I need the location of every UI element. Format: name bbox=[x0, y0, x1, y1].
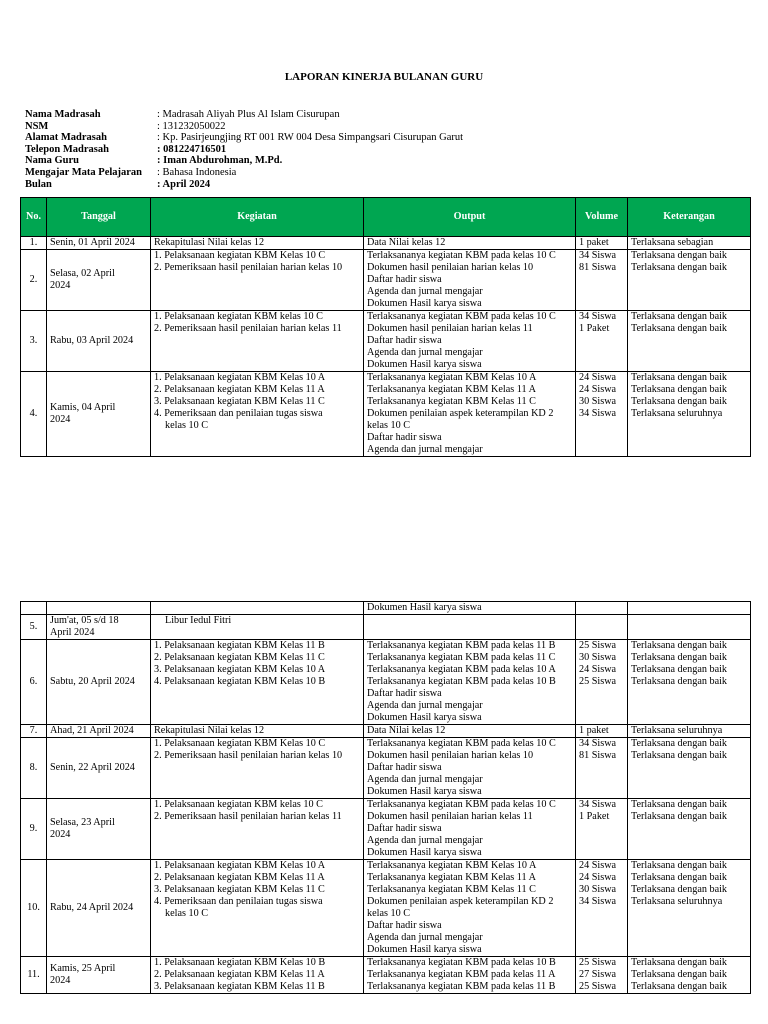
cell-keterangan-line: Terlaksana dengan baik bbox=[631, 323, 728, 334]
cell-volume bbox=[576, 799, 628, 860]
cell-volume-line: 25 Siswa bbox=[579, 981, 617, 992]
cell-volume-line: 25 Siswa bbox=[579, 676, 617, 687]
cell-volume-line: 24 Siswa bbox=[579, 872, 617, 883]
cell-tanggal bbox=[47, 615, 151, 640]
info-row bbox=[25, 179, 463, 191]
cell-volume bbox=[576, 860, 628, 957]
table-row bbox=[21, 799, 751, 860]
cell-output bbox=[364, 372, 576, 457]
cell-keterangan-line: Terlaksana dengan baik bbox=[631, 872, 728, 883]
cell-volume-line: 1 paket bbox=[579, 725, 609, 736]
cell-tanggal bbox=[47, 738, 151, 799]
cell-output-line: Daftar hadir siswa bbox=[367, 920, 442, 931]
cell-kegiatan-line: kelas 10 C bbox=[165, 908, 209, 919]
cell-output-line: kelas 10 C bbox=[367, 908, 411, 919]
cell-tanggal bbox=[47, 372, 151, 457]
cell-output-line: Data Nilai kelas 12 bbox=[367, 237, 446, 248]
info-label: Alamat Madrasah bbox=[25, 132, 107, 144]
cell-no-text: 11. bbox=[27, 969, 40, 980]
cell-kegiatan bbox=[151, 602, 364, 615]
cell-output-line: Terlaksananya kegiatan KBM Kelas 11 A bbox=[367, 384, 536, 395]
cell-output-line: Dokumen Hasil karya siswa bbox=[367, 359, 482, 370]
cell-keterangan-line: Terlaksana dengan baik bbox=[631, 969, 728, 980]
cell-no bbox=[21, 799, 47, 860]
table-row bbox=[21, 957, 751, 994]
cell-output bbox=[364, 860, 576, 957]
cell-tanggal bbox=[47, 640, 151, 725]
cell-output-line: Dokumen hasil penilaian harian kelas 10 bbox=[367, 750, 534, 761]
cell-no bbox=[21, 602, 47, 615]
cell-kegiatan-line: Rekapitulasi Nilai kelas 12 bbox=[154, 725, 265, 736]
cell-volume-line: 30 Siswa bbox=[579, 652, 617, 663]
cell-tanggal-line: 2024 bbox=[50, 975, 71, 986]
cell-no bbox=[21, 615, 47, 640]
table-row bbox=[21, 311, 751, 372]
cell-output-line: Agenda dan jurnal mengajar bbox=[367, 835, 483, 846]
cell-keterangan bbox=[628, 957, 751, 994]
cell-kegiatan-line: 1. Pelaksanaan kegiatan KBM Kelas 10 A bbox=[154, 860, 326, 871]
cell-tanggal bbox=[47, 602, 151, 615]
cell-kegiatan-line: 1. Pelaksanaan kegiatan KBM Kelas 10 A bbox=[154, 372, 326, 383]
cell-kegiatan-line: 3. Pelaksanaan kegiatan KBM Kelas 11 B bbox=[154, 981, 325, 992]
cell-keterangan bbox=[628, 602, 751, 615]
cell-kegiatan bbox=[151, 615, 364, 640]
cell-keterangan-line: Terlaksana dengan baik bbox=[631, 652, 728, 663]
cell-kegiatan bbox=[151, 237, 364, 250]
cell-no-text: 6. bbox=[29, 676, 38, 687]
table-row bbox=[21, 602, 751, 615]
cell-tanggal-line: Senin, 22 April 2024 bbox=[50, 762, 135, 773]
cell-output-line: Daftar hadir siswa bbox=[367, 823, 442, 834]
cell-output-line: Terlaksananya kegiatan KBM pada kelas 10 C bbox=[367, 250, 556, 261]
cell-volume-line: 24 Siswa bbox=[579, 664, 617, 675]
info-value: : 081224716501 bbox=[157, 143, 227, 155]
cell-tanggal-line: April 2024 bbox=[50, 627, 95, 638]
cell-tanggal-line: Sabtu, 20 April 2024 bbox=[50, 676, 135, 687]
cell-volume-line: 34 Siswa bbox=[579, 738, 617, 749]
cell-output-line: Daftar hadir siswa bbox=[367, 274, 442, 285]
cell-output bbox=[364, 250, 576, 311]
cell-kegiatan-line: 2. Pemeriksaan hasil penilaian harian kelas 10 bbox=[154, 750, 343, 761]
info-row bbox=[25, 155, 463, 167]
header-output: Output bbox=[364, 198, 576, 237]
cell-kegiatan-line: 3. Pelaksanaan kegiatan KBM Kelas 11 C bbox=[154, 884, 325, 895]
cell-tanggal bbox=[47, 725, 151, 738]
cell-kegiatan-line: 2. Pelaksanaan kegiatan KBM Kelas 11 A bbox=[154, 384, 325, 395]
cell-output-line: Terlaksananya kegiatan KBM Kelas 11 C bbox=[367, 396, 536, 407]
cell-kegiatan-line: 3. Pelaksanaan kegiatan KBM Kelas 11 C bbox=[154, 396, 325, 407]
cell-volume bbox=[576, 237, 628, 250]
cell-keterangan-line: Terlaksana dengan baik bbox=[631, 311, 728, 322]
cell-no-text: 10. bbox=[27, 902, 40, 913]
cell-output-line: Dokumen penilaian aspek keterampilan KD 2 bbox=[367, 896, 554, 907]
cell-keterangan bbox=[628, 738, 751, 799]
cell-output-line: Terlaksananya kegiatan KBM pada kelas 10 B bbox=[367, 676, 556, 687]
table-row bbox=[21, 615, 751, 640]
cell-keterangan-line: Terlaksana seluruhnya bbox=[631, 896, 723, 907]
cell-kegiatan-line: 2. Pemeriksaan hasil penilaian harian kelas 11 bbox=[154, 323, 342, 334]
cell-volume-line: 1 Paket bbox=[579, 811, 610, 822]
header-no: No. bbox=[21, 198, 47, 237]
cell-output-line: Agenda dan jurnal mengajar bbox=[367, 286, 483, 297]
cell-kegiatan-line: 2. Pelaksanaan kegiatan KBM Kelas 11 C bbox=[154, 652, 325, 663]
cell-keterangan-line: Terlaksana dengan baik bbox=[631, 884, 728, 895]
info-row bbox=[25, 121, 463, 133]
info-row bbox=[25, 167, 463, 179]
info-value: : Bahasa Indonesia bbox=[157, 166, 237, 178]
cell-output-line: Dokumen Hasil karya siswa bbox=[367, 944, 482, 955]
cell-output-line: Dokumen hasil penilaian harian kelas 10 bbox=[367, 262, 534, 273]
cell-volume-line: 27 Siswa bbox=[579, 969, 617, 980]
cell-tanggal-line: Rabu, 24 April 2024 bbox=[50, 902, 134, 913]
cell-kegiatan-line: 4. Pemeriksaan dan penilaian tugas siswa bbox=[154, 408, 323, 419]
info-value: : Iman Abdurohman, M.Pd. bbox=[157, 155, 283, 167]
cell-keterangan-line: Terlaksana sebagian bbox=[631, 237, 714, 248]
cell-tanggal bbox=[47, 860, 151, 957]
info-label: Mengajar Mata Pelajaran bbox=[25, 166, 143, 178]
cell-keterangan-line: Terlaksana dengan baik bbox=[631, 811, 728, 822]
cell-kegiatan bbox=[151, 640, 364, 725]
cell-no-text: 5. bbox=[29, 621, 38, 632]
table-row bbox=[21, 860, 751, 957]
info-row bbox=[25, 144, 463, 156]
cell-output-line: kelas 10 C bbox=[367, 420, 411, 431]
cell-tanggal-line: Selasa, 02 April bbox=[50, 268, 115, 279]
cell-keterangan bbox=[628, 237, 751, 250]
cell-keterangan-line: Terlaksana seluruhnya bbox=[631, 408, 723, 419]
cell-keterangan-line: Terlaksana dengan baik bbox=[631, 981, 728, 992]
cell-output-line: Daftar hadir siswa bbox=[367, 762, 442, 773]
cell-output bbox=[364, 237, 576, 250]
cell-output-line: Terlaksananya kegiatan KBM pada kelas 11 A bbox=[367, 969, 556, 980]
activity-table-page2 bbox=[20, 601, 751, 994]
cell-no-text: 7. bbox=[29, 725, 38, 736]
cell-output-line: Dokumen penilaian aspek keterampilan KD 2 bbox=[367, 408, 554, 419]
cell-keterangan-line: Terlaksana dengan baik bbox=[631, 750, 728, 761]
info-label: Nama Guru bbox=[25, 155, 79, 167]
cell-output-line: Terlaksananya kegiatan KBM pada kelas 10 C bbox=[367, 799, 556, 810]
info-value: : April 2024 bbox=[157, 178, 211, 190]
cell-keterangan-line: Terlaksana dengan baik bbox=[631, 860, 728, 871]
cell-no-text: 8. bbox=[29, 762, 38, 773]
header-volume: Volume bbox=[576, 198, 628, 237]
info-label: Nama Madrasah bbox=[25, 109, 101, 120]
cell-keterangan-line: Terlaksana dengan baik bbox=[631, 250, 728, 261]
cell-no-text: 1. bbox=[29, 237, 38, 248]
table-row bbox=[21, 372, 751, 457]
cell-volume bbox=[576, 615, 628, 640]
cell-volume-line: 24 Siswa bbox=[579, 860, 617, 871]
cell-tanggal-line: Ahad, 21 April 2024 bbox=[50, 725, 134, 736]
cell-kegiatan bbox=[151, 860, 364, 957]
cell-output bbox=[364, 640, 576, 725]
cell-output-line: Daftar hadir siswa bbox=[367, 335, 442, 346]
cell-volume-line: 1 paket bbox=[579, 237, 609, 248]
cell-kegiatan-line: 1. Pelaksanaan kegiatan KBM Kelas 11 B bbox=[154, 640, 325, 651]
cell-kegiatan-line: 2. Pemeriksaan hasil penilaian harian kelas 11 bbox=[154, 811, 342, 822]
cell-tanggal-line: Rabu, 03 April 2024 bbox=[50, 335, 134, 346]
cell-kegiatan-line: 1. Pelaksanaan kegiatan KBM Kelas 10 C bbox=[154, 250, 326, 261]
cell-output-line: Terlaksananya kegiatan KBM Kelas 11 C bbox=[367, 884, 536, 895]
cell-volume bbox=[576, 372, 628, 457]
cell-kegiatan bbox=[151, 311, 364, 372]
cell-kegiatan-line: 2. Pelaksanaan kegiatan KBM Kelas 11 A bbox=[154, 872, 325, 883]
cell-tanggal bbox=[47, 311, 151, 372]
cell-keterangan-line: Terlaksana dengan baik bbox=[631, 957, 728, 968]
cell-output bbox=[364, 725, 576, 738]
cell-tanggal-line: Kamis, 04 April bbox=[50, 402, 116, 413]
cell-no bbox=[21, 237, 47, 250]
cell-keterangan bbox=[628, 311, 751, 372]
cell-kegiatan-line: 2. Pelaksanaan kegiatan KBM Kelas 11 A bbox=[154, 969, 325, 980]
cell-volume bbox=[576, 738, 628, 799]
cell-tanggal-line: Jum'at, 05 s/d 18 bbox=[50, 615, 119, 626]
info-label: Telepon Madrasah bbox=[25, 143, 109, 155]
cell-output-line: Agenda dan jurnal mengajar bbox=[367, 774, 483, 785]
cell-keterangan-line: Terlaksana dengan baik bbox=[631, 664, 728, 675]
info-value: : Madrasah Aliyah Plus Al Islam Cisurupan bbox=[157, 109, 340, 120]
table-row bbox=[21, 640, 751, 725]
cell-output-line: Terlaksananya kegiatan KBM pada kelas 10 C bbox=[367, 738, 556, 749]
cell-volume-line: 34 Siswa bbox=[579, 311, 617, 322]
info-label: NSM bbox=[25, 120, 49, 132]
cell-no bbox=[21, 311, 47, 372]
info-row bbox=[25, 132, 463, 144]
cell-output bbox=[364, 615, 576, 640]
cell-tanggal bbox=[47, 957, 151, 994]
cell-keterangan-line: Terlaksana dengan baik bbox=[631, 372, 728, 383]
table-header-row bbox=[21, 198, 751, 237]
cell-output-line: Terlaksananya kegiatan KBM Kelas 10 A bbox=[367, 860, 537, 871]
cell-output bbox=[364, 602, 576, 615]
cell-volume-line: 24 Siswa bbox=[579, 372, 617, 383]
cell-output-line: Dokumen hasil penilaian harian kelas 11 bbox=[367, 811, 533, 822]
cell-tanggal-line: 2024 bbox=[50, 829, 71, 840]
cell-kegiatan-line: kelas 10 C bbox=[165, 420, 209, 431]
cell-volume bbox=[576, 725, 628, 738]
cell-keterangan bbox=[628, 860, 751, 957]
cell-kegiatan-line: 2. Pemeriksaan hasil penilaian harian kelas 10 bbox=[154, 262, 343, 273]
cell-tanggal bbox=[47, 250, 151, 311]
cell-volume-line: 25 Siswa bbox=[579, 957, 617, 968]
cell-output bbox=[364, 957, 576, 994]
cell-output-line: Terlaksananya kegiatan KBM pada kelas 10 A bbox=[367, 664, 556, 675]
cell-volume bbox=[576, 311, 628, 372]
cell-output-line: Dokumen Hasil karya siswa bbox=[367, 847, 482, 858]
cell-keterangan-line: Terlaksana dengan baik bbox=[631, 676, 728, 687]
cell-volume-line: 1 Paket bbox=[579, 323, 610, 334]
cell-kegiatan-line: Libur Iedul Fitri bbox=[165, 615, 232, 626]
cell-no bbox=[21, 738, 47, 799]
table-row bbox=[21, 250, 751, 311]
cell-tanggal-line: 2024 bbox=[50, 280, 71, 291]
cell-volume-line: 34 Siswa bbox=[579, 408, 617, 419]
header-tanggal: Tanggal bbox=[47, 198, 151, 237]
info-row bbox=[25, 109, 463, 121]
cell-volume-line: 24 Siswa bbox=[579, 384, 617, 395]
cell-output-line: Daftar hadir siswa bbox=[367, 432, 442, 443]
cell-tanggal-line: 2024 bbox=[50, 414, 71, 425]
table-row bbox=[21, 725, 751, 738]
cell-volume bbox=[576, 250, 628, 311]
cell-keterangan bbox=[628, 615, 751, 640]
activity-table-page1 bbox=[20, 197, 751, 457]
cell-volume-line: 81 Siswa bbox=[579, 262, 617, 273]
cell-kegiatan-line: 1. Pelaksanaan kegiatan KBM kelas 10 C bbox=[154, 799, 323, 810]
cell-output-line: Agenda dan jurnal mengajar bbox=[367, 700, 483, 711]
cell-keterangan bbox=[628, 372, 751, 457]
cell-kegiatan bbox=[151, 372, 364, 457]
cell-keterangan bbox=[628, 725, 751, 738]
table-row bbox=[21, 738, 751, 799]
cell-output-line: Dokumen Hasil karya siswa bbox=[367, 298, 482, 309]
cell-no-text: 2. bbox=[29, 274, 38, 285]
cell-tanggal bbox=[47, 799, 151, 860]
cell-output bbox=[364, 311, 576, 372]
cell-output-line: Dokumen Hasil karya siswa bbox=[367, 602, 482, 613]
cell-output bbox=[364, 799, 576, 860]
report-title: LAPORAN KINERJA BULANAN GURU bbox=[284, 71, 484, 83]
cell-kegiatan bbox=[151, 250, 364, 311]
cell-keterangan-line: Terlaksana dengan baik bbox=[631, 262, 728, 273]
cell-no-text: 4. bbox=[29, 408, 38, 419]
cell-output-line: Terlaksananya kegiatan KBM pada kelas 10 C bbox=[367, 311, 556, 322]
cell-output-line: Data Nilai kelas 12 bbox=[367, 725, 446, 736]
report-info bbox=[25, 109, 463, 190]
info-value: : 131232050022 bbox=[157, 120, 226, 132]
cell-volume-line: 25 Siswa bbox=[579, 640, 617, 651]
cell-output-line: Agenda dan jurnal mengajar bbox=[367, 932, 483, 943]
cell-output-line: Terlaksananya kegiatan KBM Kelas 10 A bbox=[367, 372, 537, 383]
cell-tanggal-line: Selasa, 23 April bbox=[50, 817, 115, 828]
cell-no bbox=[21, 725, 47, 738]
cell-output-line: Dokumen hasil penilaian harian kelas 11 bbox=[367, 323, 533, 334]
cell-kegiatan-line: 1. Pelaksanaan kegiatan KBM kelas 10 C bbox=[154, 311, 323, 322]
cell-no bbox=[21, 372, 47, 457]
cell-kegiatan-line: Rekapitulasi Nilai kelas 12 bbox=[154, 237, 265, 248]
cell-no bbox=[21, 860, 47, 957]
cell-volume-line: 34 Siswa bbox=[579, 896, 617, 907]
cell-tanggal-line: Senin, 01 April 2024 bbox=[50, 237, 135, 248]
cell-keterangan-line: Terlaksana seluruhnya bbox=[631, 725, 723, 736]
cell-output-line: Agenda dan jurnal mengajar bbox=[367, 444, 483, 455]
table-row bbox=[21, 237, 751, 250]
cell-output-line: Dokumen Hasil karya siswa bbox=[367, 786, 482, 797]
cell-no bbox=[21, 640, 47, 725]
cell-kegiatan-line: 1. Pelaksanaan kegiatan KBM Kelas 10 C bbox=[154, 738, 326, 749]
cell-output-line: Agenda dan jurnal mengajar bbox=[367, 347, 483, 358]
cell-output-line: Terlaksananya kegiatan KBM pada kelas 11 C bbox=[367, 652, 556, 663]
cell-no bbox=[21, 250, 47, 311]
cell-tanggal-line: Kamis, 25 April bbox=[50, 963, 116, 974]
cell-no-text: 3. bbox=[29, 335, 38, 346]
cell-volume-line: 30 Siswa bbox=[579, 396, 617, 407]
info-label: Bulan bbox=[25, 178, 52, 190]
cell-kegiatan-line: 1. Pelaksanaan kegiatan KBM Kelas 10 B bbox=[154, 957, 326, 968]
cell-kegiatan bbox=[151, 957, 364, 994]
cell-kegiatan bbox=[151, 725, 364, 738]
cell-output-line: Terlaksananya kegiatan KBM pada kelas 10 B bbox=[367, 957, 556, 968]
cell-keterangan-line: Terlaksana dengan baik bbox=[631, 799, 728, 810]
cell-volume-line: 34 Siswa bbox=[579, 250, 617, 261]
cell-volume bbox=[576, 602, 628, 615]
cell-output bbox=[364, 738, 576, 799]
cell-output-line: Terlaksananya kegiatan KBM pada kelas 11 B bbox=[367, 640, 556, 651]
cell-kegiatan bbox=[151, 738, 364, 799]
cell-keterangan bbox=[628, 640, 751, 725]
cell-kegiatan-line: 4. Pelaksanaan kegiatan KBM Kelas 10 B bbox=[154, 676, 326, 687]
cell-output-line: Daftar hadir siswa bbox=[367, 688, 442, 699]
cell-kegiatan-line: 3. Pelaksanaan kegiatan KBM Kelas 10 A bbox=[154, 664, 326, 675]
cell-volume-line: 30 Siswa bbox=[579, 884, 617, 895]
cell-keterangan bbox=[628, 250, 751, 311]
info-value: : Kp. Pasirjeungjing RT 001 RW 004 Desa Simpangsari Cisurupan Garut bbox=[157, 132, 464, 144]
cell-keterangan-line: Terlaksana dengan baik bbox=[631, 384, 728, 395]
header-kegiatan: Kegiatan bbox=[151, 198, 364, 237]
cell-volume-line: 81 Siswa bbox=[579, 750, 617, 761]
cell-keterangan-line: Terlaksana dengan baik bbox=[631, 738, 728, 749]
cell-volume bbox=[576, 957, 628, 994]
cell-keterangan-line: Terlaksana dengan baik bbox=[631, 396, 728, 407]
cell-output-line: Dokumen Hasil karya siswa bbox=[367, 712, 482, 723]
cell-volume-line: 34 Siswa bbox=[579, 799, 617, 810]
cell-keterangan bbox=[628, 799, 751, 860]
cell-kegiatan bbox=[151, 799, 364, 860]
header-keterangan: Keterangan bbox=[628, 198, 751, 237]
cell-output-line: Terlaksananya kegiatan KBM pada kelas 11 B bbox=[367, 981, 556, 992]
cell-kegiatan-line: 4. Pemeriksaan dan penilaian tugas siswa bbox=[154, 896, 323, 907]
cell-keterangan-line: Terlaksana dengan baik bbox=[631, 640, 728, 651]
cell-output-line: Terlaksananya kegiatan KBM Kelas 11 A bbox=[367, 872, 536, 883]
cell-no bbox=[21, 957, 47, 994]
cell-tanggal bbox=[47, 237, 151, 250]
cell-volume bbox=[576, 640, 628, 725]
cell-no-text: 9. bbox=[29, 823, 38, 834]
